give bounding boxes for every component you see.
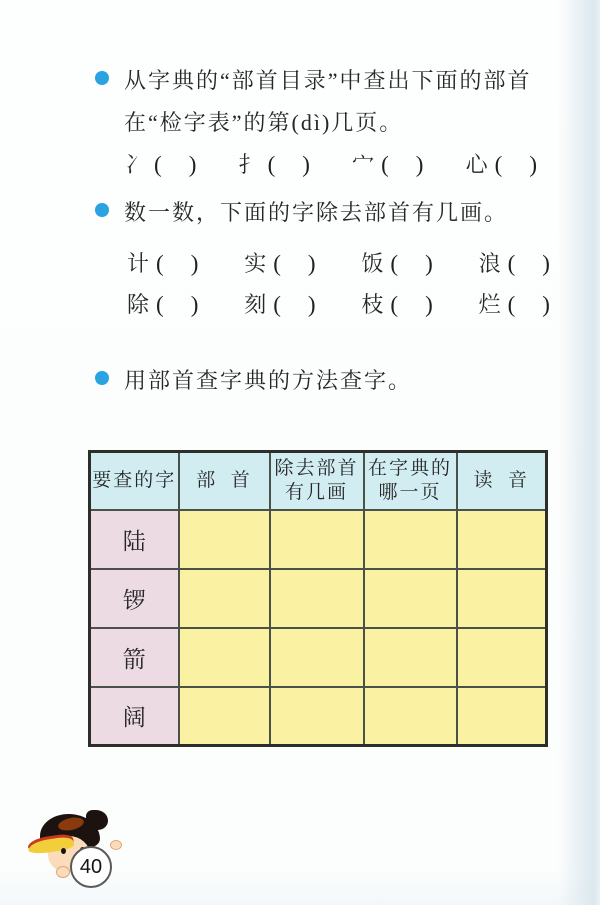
answer-cell bbox=[179, 510, 270, 569]
exercise2-row1 bbox=[127, 247, 550, 278]
page-number-badge bbox=[70, 846, 112, 888]
exercise-char: 枝 bbox=[361, 292, 384, 317]
radical-char: 心 bbox=[465, 152, 488, 177]
page-mascot-icon bbox=[28, 810, 138, 895]
header-target-char: 要查的字 bbox=[90, 452, 179, 510]
paren-close: ) bbox=[542, 251, 550, 276]
lookup-char: 箭 bbox=[90, 628, 179, 687]
paren-close: ) bbox=[425, 292, 433, 317]
answer-cell bbox=[457, 628, 547, 687]
paren-open: ( bbox=[273, 251, 281, 276]
radical-char: 冫 bbox=[125, 152, 148, 177]
paren-open: ( bbox=[156, 251, 164, 276]
mascot-eye bbox=[61, 848, 66, 854]
radical-char: 宀 bbox=[352, 152, 375, 177]
char-blank-item bbox=[127, 288, 198, 319]
radical-blank-item bbox=[466, 148, 537, 179]
mascot-hair bbox=[86, 810, 108, 830]
bullet-icon bbox=[95, 203, 109, 217]
radical-blank-item bbox=[352, 148, 423, 179]
mascot-hand bbox=[56, 866, 70, 878]
exercise-char: 烂 bbox=[478, 292, 501, 317]
answer-cell bbox=[179, 569, 270, 628]
lookup-char: 锣 bbox=[90, 569, 179, 628]
char-blank-item bbox=[479, 247, 550, 278]
paren-open: ( bbox=[156, 292, 164, 317]
exercise1-line1: 从字典的“部首目录”中查出下面的部首 bbox=[124, 68, 532, 93]
paren-close: ) bbox=[190, 251, 199, 276]
table-row bbox=[90, 687, 547, 746]
paren-open: ( bbox=[390, 251, 399, 276]
paren-close: ) bbox=[415, 152, 424, 177]
paren-close: ) bbox=[529, 152, 537, 177]
paren-open: ( bbox=[154, 152, 162, 177]
char-blank-item bbox=[127, 247, 198, 278]
table-row bbox=[90, 569, 547, 628]
exercise1-radical-row bbox=[125, 148, 537, 179]
char-blank-item bbox=[479, 288, 550, 319]
answer-cell bbox=[457, 687, 547, 746]
exercise2-row2 bbox=[127, 288, 550, 319]
paren-close: ) bbox=[307, 251, 316, 276]
char-blank-item bbox=[244, 288, 315, 319]
bullet-icon bbox=[95, 71, 109, 85]
paren-open: ( bbox=[267, 152, 276, 177]
exercise-char: 计 bbox=[127, 251, 150, 276]
lookup-char: 阔 bbox=[90, 687, 179, 746]
char-blank-item bbox=[244, 247, 315, 278]
answer-cell bbox=[457, 510, 547, 569]
exercise3-prompt: 用部首查字典的方法查字。 bbox=[124, 368, 413, 393]
table-row bbox=[90, 628, 547, 687]
answer-cell bbox=[270, 687, 364, 746]
paren-close: ) bbox=[190, 292, 199, 317]
exercise1-line2: 在“检字表”的第(dì)几页。 bbox=[124, 110, 404, 135]
char-blank-item bbox=[361, 247, 432, 278]
bullet-icon bbox=[95, 371, 109, 385]
dictionary-lookup-table bbox=[88, 450, 548, 747]
lookup-char: 陆 bbox=[90, 510, 179, 569]
table-row bbox=[90, 510, 547, 569]
page-number: 40 bbox=[79, 855, 103, 878]
paren-close: ) bbox=[188, 152, 197, 177]
exercise-char: 饭 bbox=[361, 251, 384, 276]
header-radical: 部 首 bbox=[179, 452, 270, 510]
mascot-hand bbox=[110, 840, 122, 850]
answer-cell bbox=[179, 687, 270, 746]
header-dictionary-page: 在字典的 哪一页 bbox=[364, 452, 457, 510]
answer-cell bbox=[364, 510, 457, 569]
paren-open: ( bbox=[381, 152, 389, 177]
paren-close: ) bbox=[302, 152, 310, 177]
answer-cell bbox=[270, 628, 364, 687]
paren-close: ) bbox=[542, 292, 550, 317]
exercise-char: 刻 bbox=[244, 292, 267, 317]
paren-open: ( bbox=[494, 152, 503, 177]
header-strokes-minus-radical: 除去部首 有几画 bbox=[270, 452, 364, 510]
table-header-row bbox=[90, 452, 547, 510]
radical-blank-item bbox=[125, 148, 196, 179]
answer-cell bbox=[270, 569, 364, 628]
answer-cell bbox=[364, 687, 457, 746]
exercise2-prompt: 数一数，下面的字除去部首有几画。 bbox=[124, 200, 509, 225]
radical-blank-item bbox=[239, 148, 310, 179]
paren-open: ( bbox=[390, 292, 399, 317]
answer-cell bbox=[457, 569, 547, 628]
paren-open: ( bbox=[507, 251, 516, 276]
answer-cell bbox=[364, 628, 457, 687]
radical-char: 扌 bbox=[238, 152, 261, 177]
exercise-char: 浪 bbox=[478, 251, 501, 276]
paren-close: ) bbox=[425, 251, 433, 276]
char-blank-item bbox=[361, 288, 432, 319]
paren-open: ( bbox=[507, 292, 516, 317]
exercise-char: 除 bbox=[127, 292, 150, 317]
exercise-char: 实 bbox=[244, 251, 267, 276]
paren-close: ) bbox=[307, 292, 316, 317]
answer-cell bbox=[179, 628, 270, 687]
answer-cell bbox=[270, 510, 364, 569]
paren-open: ( bbox=[273, 292, 281, 317]
header-pronunciation: 读 音 bbox=[457, 452, 547, 510]
answer-cell bbox=[364, 569, 457, 628]
